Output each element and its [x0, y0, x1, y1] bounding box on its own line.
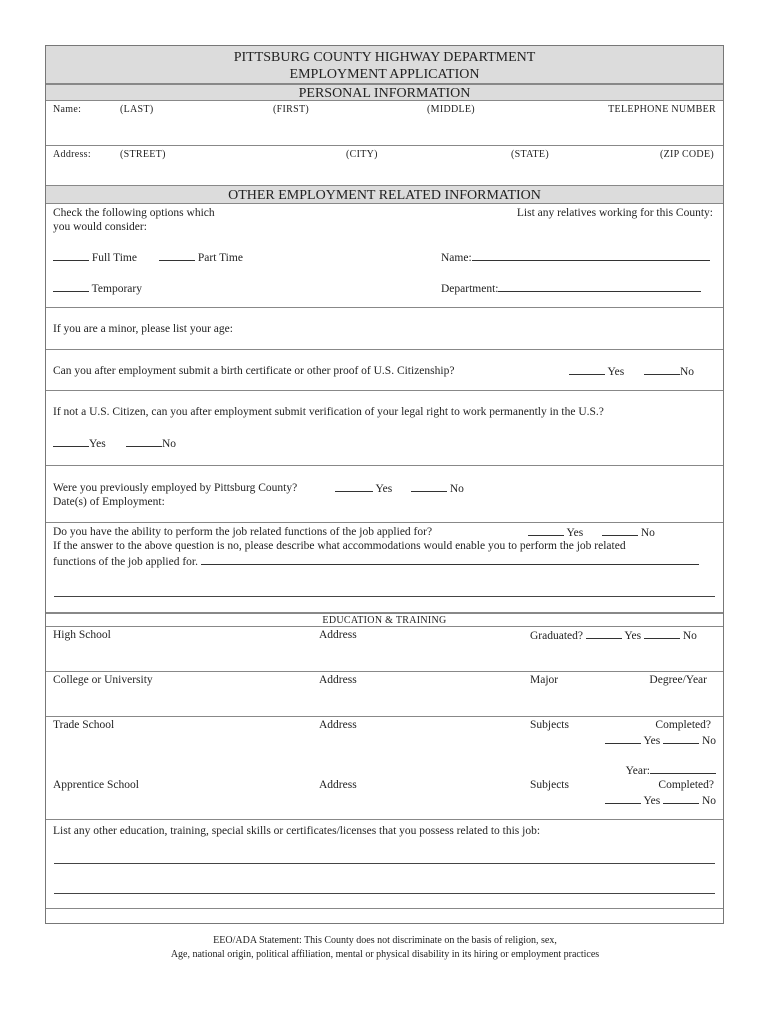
- apprentice-address-label: Address: [319, 779, 357, 791]
- part-time-blank[interactable]: [159, 250, 195, 261]
- address-label: Address:: [53, 149, 91, 160]
- part-time-option[interactable]: [159, 250, 243, 265]
- previous-employment-yes-blank[interactable]: [335, 481, 373, 492]
- functions-applied-label: functions of the job applied for.: [53, 556, 198, 568]
- birth-certificate-yes-blank[interactable]: [569, 364, 605, 375]
- name-label: Name:: [53, 104, 82, 115]
- options-relatives-section: [46, 204, 723, 308]
- apprentice-completed-no-label: No: [701, 795, 716, 807]
- job-ability-yes-blank[interactable]: [528, 525, 564, 536]
- previous-employment-yes[interactable]: [335, 481, 392, 496]
- no-label: No: [162, 438, 177, 450]
- work-authorization-no[interactable]: [126, 436, 176, 451]
- graduated-label: Graduated?: [530, 630, 583, 642]
- trade-school-label: Trade School: [53, 719, 115, 731]
- first-name-label: (FIRST): [273, 104, 309, 115]
- apprentice-completed-no-blank[interactable]: [663, 793, 699, 804]
- other-training-section[interactable]: [46, 820, 723, 909]
- high-school-label: High School: [53, 629, 111, 641]
- graduated-no-label: No: [682, 630, 697, 642]
- employment-dates-label: Date(s) of Employment:: [53, 496, 165, 508]
- yes-label: Yes: [607, 366, 625, 378]
- form-title-block: [46, 46, 723, 84]
- full-time-option[interactable]: [53, 250, 137, 265]
- accommodations-line[interactable]: [54, 596, 715, 597]
- education-title: EDUCATION & TRAINING: [322, 615, 447, 626]
- options-instruction-line1: Check the following options which: [53, 207, 215, 219]
- work-authorization-no-blank[interactable]: [126, 436, 162, 447]
- name-row[interactable]: [46, 101, 723, 146]
- relatives-instruction: List any relatives working for this County:: [516, 207, 713, 219]
- functions-applied-field[interactable]: [53, 554, 699, 569]
- birth-certificate-question: Can you after employment submit a birth certificate or other proof of U.S. Citizenship?: [53, 365, 455, 377]
- last-name-label: (LAST): [120, 104, 154, 115]
- middle-name-label: (MIDDLE): [427, 104, 475, 115]
- previous-employment-row: [46, 466, 723, 523]
- relative-name-blank[interactable]: [472, 250, 710, 261]
- apprentice-completed-label: Completed?: [658, 779, 714, 791]
- job-ability-section: [46, 523, 723, 613]
- other-training-question: List any other education, training, special skills or certificates/licenses that you possess related to this job:: [53, 825, 541, 837]
- full-time-label: Full Time: [91, 252, 137, 264]
- yes-label: Yes: [375, 483, 393, 495]
- no-label: No: [449, 483, 464, 495]
- graduated-yes-blank[interactable]: [586, 628, 622, 639]
- college-address-label: Address: [319, 674, 357, 686]
- job-ability-question: Do you have the ability to perform the job related functions of the job applied for?: [53, 526, 433, 538]
- yes-label: Yes: [89, 438, 106, 450]
- no-label: No: [680, 366, 695, 378]
- trade-completed-no-label: No: [701, 735, 716, 747]
- trade-year-blank[interactable]: [650, 763, 716, 774]
- birth-certificate-yes[interactable]: [569, 364, 624, 379]
- apprentice-school-row[interactable]: [46, 775, 723, 820]
- job-ability-no-blank[interactable]: [602, 525, 638, 536]
- degree-year-label: Degree/Year: [649, 674, 707, 686]
- trade-completed-no-blank[interactable]: [663, 733, 699, 744]
- functions-applied-blank[interactable]: [201, 554, 699, 565]
- trade-completed-yes-blank[interactable]: [605, 733, 641, 744]
- year-label: Year:: [625, 765, 650, 777]
- telephone-label: TELEPHONE NUMBER: [608, 104, 716, 115]
- work-authorization-question: If not a U.S. Citizen, can you after employment submit verification of your legal right to work permanently in the U.S.?: [53, 406, 604, 418]
- other-training-line-2[interactable]: [54, 893, 715, 894]
- minor-age-question: If you are a minor, please list your age:: [53, 323, 233, 335]
- temporary-blank[interactable]: [53, 281, 89, 292]
- college-label: College or University: [53, 674, 153, 686]
- trade-school-row[interactable]: [46, 717, 723, 775]
- state-label: (STATE): [511, 149, 549, 160]
- other-employment-title: OTHER EMPLOYMENT RELATED INFORMATION: [228, 188, 541, 203]
- trade-school-subjects-label: Subjects: [530, 719, 569, 731]
- relative-name-label: Name:: [441, 252, 472, 264]
- relative-name-field[interactable]: [441, 250, 710, 265]
- temporary-option[interactable]: [53, 281, 142, 296]
- trade-school-address-label: Address: [319, 719, 357, 731]
- apprentice-completed-field[interactable]: [605, 793, 716, 808]
- birth-certificate-row: [46, 350, 723, 391]
- eeo-statement-line1: EEO/ADA Statement: This County does not discriminate on the basis of religion, sex,: [213, 935, 557, 946]
- major-label: Major: [530, 674, 559, 686]
- other-employment-header: [46, 186, 723, 204]
- apprentice-completed-yes-label: Yes: [643, 795, 661, 807]
- accommodations-question: If the answer to the above question is no, please describe what accommodations would enable you to perform the job related: [53, 540, 626, 552]
- street-label: (STREET): [120, 149, 166, 160]
- birth-certificate-no-blank[interactable]: [644, 364, 680, 375]
- no-label: No: [640, 527, 655, 539]
- relative-department-blank[interactable]: [498, 281, 701, 292]
- apprentice-completed-yes-blank[interactable]: [605, 793, 641, 804]
- form-title: PITTSBURG COUNTY HIGHWAY DEPARTMENT: [233, 50, 536, 65]
- previous-employment-no[interactable]: [411, 481, 464, 496]
- work-authorization-row: [46, 391, 723, 466]
- graduated-no-blank[interactable]: [644, 628, 680, 639]
- apprentice-school-label: Apprentice School: [53, 779, 139, 791]
- other-training-line-1[interactable]: [54, 863, 715, 864]
- job-ability-yes[interactable]: [528, 525, 583, 540]
- high-school-row[interactable]: [46, 627, 723, 672]
- graduated-yes-label: Yes: [624, 630, 642, 642]
- work-authorization-yes[interactable]: [53, 436, 106, 451]
- part-time-label: Part Time: [197, 252, 243, 264]
- previous-employment-no-blank[interactable]: [411, 481, 447, 492]
- options-instruction-line2: you would consider:: [53, 221, 147, 233]
- full-time-blank[interactable]: [53, 250, 89, 261]
- temporary-label: Temporary: [91, 283, 142, 295]
- yes-label: Yes: [566, 527, 584, 539]
- trade-school-completed-label: Completed?: [655, 719, 711, 731]
- work-authorization-yes-blank[interactable]: [53, 436, 89, 447]
- minor-age-row[interactable]: [46, 308, 723, 350]
- eeo-statement-line2: Age, national origin, political affiliation, mental or physical disability in its hiring or employment practices: [170, 949, 600, 960]
- form-subtitle: EMPLOYMENT APPLICATION: [289, 67, 480, 82]
- apprentice-subjects-label: Subjects: [530, 779, 569, 791]
- personal-info-title: PERSONAL INFORMATION: [298, 86, 471, 101]
- education-header: [46, 613, 723, 627]
- birth-certificate-no[interactable]: [644, 364, 694, 379]
- trade-school-completed-field[interactable]: [605, 733, 716, 748]
- relative-department-field[interactable]: [441, 281, 701, 296]
- address-row[interactable]: [46, 146, 723, 186]
- graduated-field[interactable]: [530, 628, 697, 643]
- previous-employment-question: Were you previously employed by Pittsburg County?: [53, 482, 298, 494]
- relative-department-label: Department:: [441, 283, 499, 295]
- college-row[interactable]: [46, 672, 723, 717]
- zip-label: (ZIP CODE): [659, 149, 714, 160]
- personal-info-header: [46, 84, 723, 101]
- high-school-address-label: Address: [319, 629, 357, 641]
- job-ability-no[interactable]: [602, 525, 655, 540]
- trade-completed-yes-label: Yes: [643, 735, 661, 747]
- city-label: (CITY): [346, 149, 378, 160]
- application-form: [45, 45, 724, 924]
